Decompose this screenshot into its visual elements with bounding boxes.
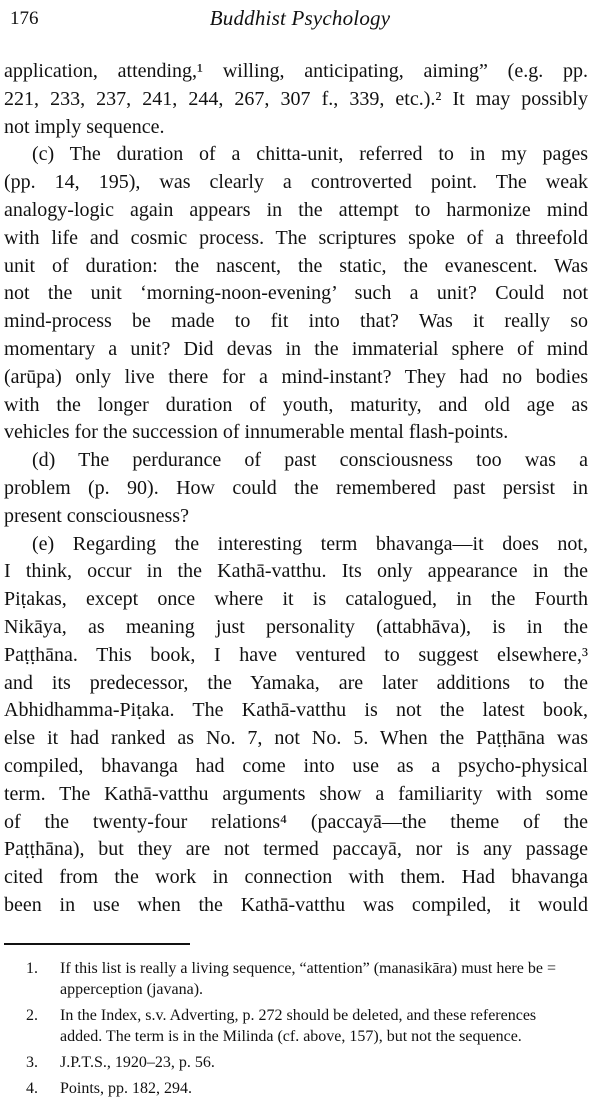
footnote-text: apperception (javana). (60, 981, 204, 998)
footnote-number: 2. (26, 1007, 38, 1024)
body-line: 221, 233, 237, 241, 244, 267, 307 f., 339, etc.).² It may possibly (4, 87, 588, 110)
body-line: (arūpa) only live there for a mind-instant? They had no bodies (4, 365, 588, 388)
body-line: Abhidhamma-Piṭaka. The Kathā-vatthu is not the latest book, (4, 699, 588, 722)
page-header (0, 4, 600, 34)
body-line: of the twenty-four relations⁴ (paccayā—the theme of the (4, 810, 588, 833)
running-title: Buddhist Psychology (209, 6, 391, 30)
body-line: compiled, bhavanga had come into use as a psycho-physical (4, 754, 588, 777)
body-line: unit of duration: the nascent, the static, the evanescent. Was (4, 254, 588, 277)
footnote-number: 3. (26, 1054, 38, 1071)
body-line: (pp. 14, 195), was clearly a controverted point. The weak (4, 171, 588, 194)
body-line: analogy-logic again appears in the attempt to harmonize mind (4, 198, 588, 221)
footnote-number: 4. (26, 1080, 38, 1097)
body-line: cited from the work in connection with them. Had bhavanga (4, 866, 588, 889)
body-line: mind-process be made to fit into that? Was it really so (4, 310, 588, 333)
footnote-text: In the Index, s.v. Adverting, p. 272 should be deleted, and these references (60, 1007, 537, 1024)
footnote-4 (26, 1078, 586, 1099)
footnote-number: 1. (26, 960, 38, 977)
footnote-2 (26, 1005, 586, 1047)
paragraph-d-start: (d) The perdurance of past consciousness too was a (32, 449, 588, 472)
body-line: Paṭṭhāna. This book, I have ventured to suggest elsewhere,³ (4, 643, 588, 666)
body-line: problem (p. 90). How could the remembered past persist in (4, 476, 588, 499)
body-line: Nikāya, as meaning just personality (attabhāva), is in the (4, 615, 588, 638)
body-line: Piṭakas, except once where it is catalogued, in the Fourth (4, 588, 588, 611)
footnotes (26, 958, 586, 1104)
footnote-1 (26, 958, 586, 1000)
body-line: present consciousness? (4, 504, 189, 527)
body-line: not the unit ‘morning-noon-evening’ such a unit? Could not (4, 282, 588, 305)
paragraph-c-start: (c) The duration of a chitta-unit, referred to in my pages (32, 143, 588, 166)
body-line: with life and cosmic process. The scriptures spoke of a threefold (4, 226, 588, 249)
body-line: term. The Kathā-vatthu arguments show a familiarity with some (4, 782, 588, 805)
body-line: application, attending,¹ willing, anticipating, aiming” (e.g. pp. (4, 60, 588, 82)
footnote-divider (4, 943, 190, 945)
paragraph-e-start: (e) Regarding the interesting term bhavanga—it does not, (32, 532, 588, 555)
body-line: and its predecessor, the Yamaka, are later additions to the (4, 671, 588, 694)
body-line: been in use when the Kathā-vatthu was compiled, it would (4, 893, 588, 916)
body-line: with the longer duration of youth, maturity, and old age as (4, 393, 588, 416)
footnote-text: added. The term is in the Milinda (cf. above, 157), but not the sequence. (60, 1028, 522, 1045)
body-line: vehicles for the succession of innumerable mental flash-points. (4, 421, 509, 444)
footnote-3 (26, 1052, 586, 1073)
footnote-text: Points, pp. 182, 294. (60, 1080, 193, 1097)
body-line: I think, occur in the Kathā-vatthu. Its only appearance in the (4, 560, 588, 583)
body-line: momentary a unit? Did devas in the immaterial sphere of mind (4, 337, 588, 360)
body-line: else it had ranked as No. 7, not No. 5. When the Paṭṭhāna was (4, 727, 588, 750)
body-line: Paṭṭhāna), but they are not termed paccayā, nor is any passage (4, 838, 588, 861)
footnote-text: If this list is really a living sequence, “attention” (manasikāra) must here be = (60, 960, 556, 977)
page-number: 176 (10, 8, 39, 29)
body-line: not imply sequence. (4, 115, 165, 138)
footnote-text: J.P.T.S., 1920–23, p. 56. (60, 1054, 215, 1071)
body-text (4, 58, 588, 920)
